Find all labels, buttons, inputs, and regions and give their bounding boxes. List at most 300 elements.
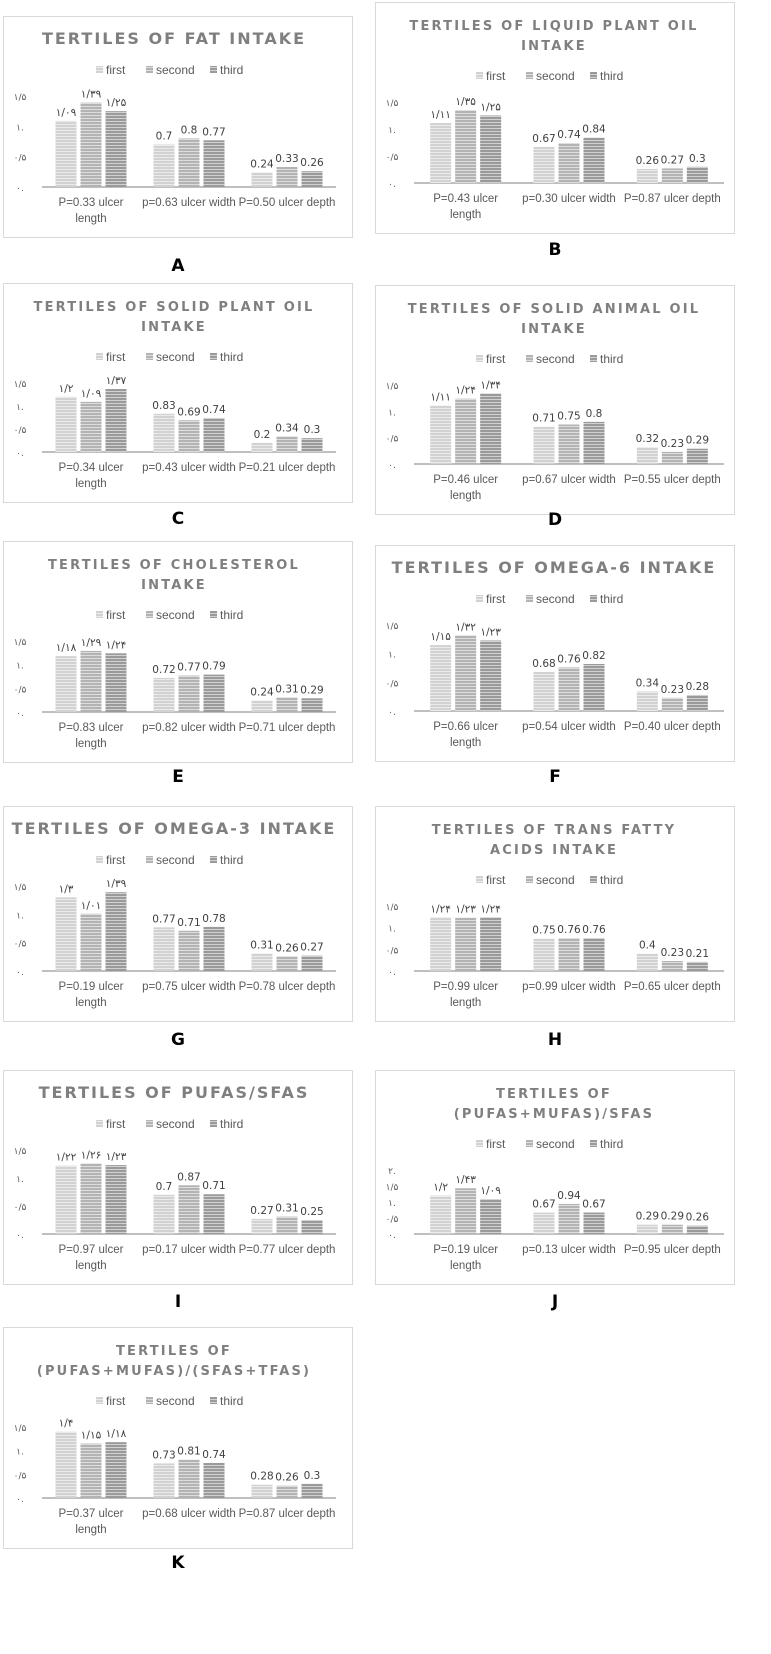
legend-swatch [96, 611, 103, 618]
y-tick-label: ۰. [16, 709, 24, 719]
y-tick-label: ۱. [16, 123, 24, 134]
bar [662, 168, 683, 183]
y-tick-label: ۰. [388, 180, 396, 190]
category-label: length [75, 1260, 107, 1272]
y-tick-label: ۰/۵ [13, 939, 27, 950]
bar [302, 1484, 323, 1498]
bar [277, 1217, 298, 1234]
bar [154, 1463, 175, 1498]
legend-label: first [106, 350, 126, 364]
category-label: P=0.19 ulcer [433, 1244, 499, 1256]
bar [277, 167, 298, 187]
bar [455, 918, 476, 971]
chart-title: INTAKE [521, 322, 587, 337]
category-label: length [449, 997, 482, 1009]
data-label: ۱/۱۱ [430, 391, 451, 404]
legend-label: second [156, 63, 195, 77]
legend-swatch [476, 1140, 483, 1147]
legend-swatch [210, 353, 217, 360]
legend-swatch [590, 355, 597, 362]
data-label: 0.24 [250, 158, 274, 171]
bar [584, 938, 605, 971]
y-tick-label: ۰/۵ [385, 1215, 399, 1225]
data-label: 0.8 [180, 124, 198, 137]
chart-title: TERTILES OF OMEGA-6 INTAKE [391, 558, 717, 577]
chart-card [375, 545, 735, 762]
chart-card [3, 541, 353, 763]
chart-title: TERTILES OF SOLID ANIMAL OIL [407, 302, 701, 317]
legend-label: first [486, 592, 506, 606]
bar [687, 167, 708, 183]
bar [154, 1195, 175, 1234]
bar [559, 667, 580, 711]
category-label: length [449, 1260, 482, 1272]
legend-label: second [536, 352, 575, 366]
data-label: 0.69 [177, 406, 201, 419]
y-tick-label: ۱. [16, 1175, 24, 1185]
data-label: 0.24 [250, 686, 274, 699]
bar-chart [376, 546, 732, 761]
data-label: ۱/۰۱ [80, 899, 102, 912]
category-label: p=0.67 ulcer width [522, 474, 616, 486]
bar [81, 651, 102, 712]
bar [179, 420, 200, 452]
legend-label: third [600, 1137, 624, 1151]
bar [56, 1166, 77, 1234]
legend-swatch [96, 1397, 103, 1404]
y-tick-label: ۰/۵ [385, 946, 399, 957]
chart-title: TERTILES OF [495, 1087, 613, 1102]
category-label: P=0.50 ulcer depth [238, 197, 336, 209]
bar-chart [376, 1071, 732, 1284]
data-label: ۱/۳۲ [455, 621, 476, 634]
bar [687, 1226, 708, 1234]
category-label: P=0.65 ulcer depth [623, 981, 721, 993]
data-label: 0.32 [635, 433, 660, 446]
y-tick-label: ۱/۵ [385, 382, 399, 392]
data-label: 0.76 [582, 924, 606, 937]
chart-title: TERTILES OF SOLID PLANT OIL [33, 300, 315, 315]
category-label: P=0.77 ulcer depth [238, 1244, 336, 1256]
data-label: 0.67 [532, 1198, 556, 1211]
category-label: P=0.40 ulcer depth [623, 721, 721, 733]
data-label: 0.26 [275, 942, 299, 955]
category-label: P=0.97 ulcer [58, 1244, 124, 1256]
bar [106, 111, 127, 187]
y-tick-label: ۰. [16, 1231, 24, 1241]
data-label: 0.71 [177, 916, 201, 929]
legend-label: second [156, 608, 195, 622]
data-label: 0.77 [177, 661, 201, 674]
category-label: length [449, 209, 482, 221]
bar [662, 452, 683, 464]
category-label: P=0.71 ulcer depth [238, 722, 336, 734]
data-label: ۱/۲۲ [55, 1151, 77, 1164]
bar [584, 422, 605, 464]
bar [662, 698, 683, 711]
bar [81, 1444, 102, 1498]
bar [81, 103, 102, 187]
bar [204, 675, 225, 712]
data-label: 0.74 [202, 1448, 226, 1461]
bar [154, 927, 175, 971]
bar-chart [4, 807, 344, 1021]
data-label: ۱/۰۹ [55, 106, 77, 119]
category-label: P=0.33 ulcer [58, 197, 124, 209]
legend-label: second [536, 69, 575, 83]
y-tick-label: ۰. [388, 708, 396, 718]
panel-letter: E [172, 767, 184, 787]
bar [81, 402, 102, 452]
legend-swatch [146, 353, 153, 360]
category-label: P=0.83 ulcer [58, 722, 124, 734]
data-label: 0.26 [275, 1471, 299, 1484]
y-tick-label: ۱. [16, 911, 24, 922]
chart-title: TERTILES OF OMEGA-3 INTAKE [11, 819, 337, 838]
data-label: 0.77 [152, 913, 176, 926]
legend-label: first [106, 63, 126, 77]
bar [154, 414, 175, 452]
y-tick-label: ۱/۵ [385, 622, 399, 632]
bar [637, 169, 658, 183]
panel-letter: J [551, 1292, 559, 1312]
data-label: 0.29 [635, 1210, 660, 1223]
legend-label: third [600, 592, 624, 606]
data-label: ۱/۲۵ [105, 97, 127, 110]
data-label: ۱/۳۹ [105, 878, 127, 891]
bar [455, 635, 476, 711]
bar [637, 692, 658, 711]
y-tick-label: ۱/۵ [13, 93, 27, 103]
panel-letter: G [171, 1030, 185, 1050]
legend-label: first [486, 1137, 506, 1151]
data-label: 0.2 [253, 428, 271, 441]
legend-swatch [590, 595, 597, 602]
legend-swatch [526, 595, 533, 602]
y-tick-label: ۱/۵ [13, 1147, 27, 1157]
bar [179, 931, 200, 971]
bar [302, 438, 323, 452]
legend-label: third [220, 853, 244, 867]
category-label: length [449, 737, 482, 749]
legend-label: third [220, 63, 244, 77]
data-label: ۱/۲۴ [455, 384, 476, 397]
category-label: P=0.37 ulcer [58, 1508, 124, 1520]
panel-letter: A [171, 256, 185, 276]
y-tick-label: ۲. [388, 1167, 396, 1177]
bar [106, 1442, 127, 1498]
y-tick-label: ۰. [16, 968, 24, 978]
legend-swatch [590, 1140, 597, 1147]
y-tick-label: ۰/۵ [13, 1471, 27, 1482]
legend-label: first [486, 352, 506, 366]
data-label: 0.94 [557, 1189, 581, 1202]
bar [302, 1220, 323, 1234]
bar-chart [4, 17, 344, 237]
legend-swatch [476, 876, 483, 883]
y-tick-label: ۰/۵ [385, 153, 399, 163]
y-tick-label: ۱. [16, 1447, 24, 1458]
data-label: ۱/۱۸ [55, 642, 77, 655]
category-label: P=0.19 ulcer [58, 981, 124, 993]
bar [56, 1432, 77, 1498]
y-tick-label: ۰. [388, 461, 396, 471]
data-label: ۱/۱۸ [105, 1428, 127, 1441]
data-label: 0.31 [275, 683, 299, 696]
legend-label: second [536, 592, 575, 606]
bar [252, 1485, 273, 1498]
y-tick-label: ۱. [388, 650, 396, 661]
chart-card [375, 1070, 735, 1285]
bar [584, 138, 605, 183]
data-label: 0.81 [177, 1445, 201, 1458]
legend-swatch [476, 355, 483, 362]
data-label: ۱/۲۹ [80, 636, 102, 649]
y-tick-label: ۱. [388, 924, 396, 935]
bar [430, 645, 451, 711]
legend-label: second [156, 853, 195, 867]
legend-swatch [590, 876, 597, 883]
bar [430, 917, 451, 971]
category-label: p=0.43 ulcer width [142, 462, 236, 474]
data-label: 0.33 [275, 152, 299, 165]
category-label: length [75, 1524, 107, 1536]
data-label: 0.72 [152, 663, 176, 676]
legend-label: third [600, 352, 624, 366]
data-label: ۱/۲۴ [430, 903, 451, 916]
data-label: ۱/۲۳ [480, 626, 501, 639]
y-tick-label: ۰/۵ [13, 1203, 27, 1213]
chart-title: ACIDS INTAKE [489, 843, 619, 858]
chart-card [3, 283, 353, 503]
data-label: ۱/۳۷ [105, 374, 127, 387]
bar [204, 927, 225, 971]
category-label: p=0.13 ulcer width [522, 1244, 616, 1256]
legend-label: third [220, 350, 244, 364]
data-label: 0.26 [300, 157, 324, 170]
data-label: 0.7 [155, 130, 173, 143]
bar-chart [376, 807, 732, 1021]
bar [302, 698, 323, 712]
data-label: 0.75 [557, 410, 581, 423]
legend-label: first [106, 1394, 126, 1408]
bar-chart [4, 1328, 344, 1548]
category-label: P=0.34 ulcer [58, 462, 124, 474]
legend-label: first [486, 69, 506, 83]
y-tick-label: ۱/۵ [385, 903, 399, 913]
bar [430, 406, 451, 464]
category-label: length [75, 478, 107, 490]
bar [534, 939, 555, 972]
category-label: length [75, 997, 107, 1009]
data-label: 0.76 [557, 653, 581, 666]
data-label: 0.74 [557, 129, 581, 142]
data-label: 0.27 [660, 154, 685, 167]
panel-letter: H [547, 1030, 563, 1050]
legend-label: third [220, 1117, 244, 1131]
y-tick-label: ۱. [16, 403, 24, 413]
y-tick-label: ۰/۵ [13, 153, 27, 164]
data-label: ۱/۰۹ [80, 387, 102, 400]
panel-letter: I [174, 1292, 182, 1312]
bar [480, 1199, 501, 1234]
bar [455, 110, 476, 183]
chart-title: INTAKE [521, 39, 587, 54]
chart-title: TERTILES OF LIQUID PLANT OIL [409, 19, 699, 34]
data-label: 0.25 [300, 1206, 324, 1218]
panel-letter: C [171, 509, 185, 529]
data-label: ۱/۳۴ [480, 379, 501, 392]
category-label: length [449, 490, 482, 502]
y-tick-label: ۱. [388, 1199, 396, 1209]
bar [106, 892, 127, 971]
y-tick-label: ۱/۵ [13, 1424, 27, 1434]
data-label: 0.75 [532, 924, 556, 937]
category-label: length [75, 738, 107, 750]
data-label: ۱/۴ [58, 1417, 74, 1430]
data-label: 0.78 [202, 912, 226, 925]
legend-swatch [526, 876, 533, 883]
y-tick-label: ۱/۵ [13, 638, 27, 648]
bar [154, 678, 175, 712]
legend-label: first [106, 853, 126, 867]
legend-swatch [526, 72, 533, 79]
bar [56, 897, 77, 971]
bar [687, 962, 708, 971]
data-label: 0.8 [585, 407, 603, 420]
bar [277, 956, 298, 971]
category-label: p=0.82 ulcer width [142, 722, 236, 734]
bar [534, 147, 555, 183]
category-label: p=0.68 ulcer width [142, 1508, 236, 1520]
category-label: length [75, 213, 107, 225]
bar [252, 1219, 273, 1234]
data-label: 0.67 [532, 132, 556, 145]
bar [430, 123, 451, 183]
data-label: ۱/۳۹ [80, 88, 102, 101]
data-label: 0.3 [303, 1469, 321, 1482]
bar [204, 140, 225, 187]
panel-letter: B [548, 240, 562, 260]
bar [480, 116, 501, 184]
data-label: 0.34 [635, 677, 660, 690]
bar [106, 1165, 127, 1234]
data-label: 0.67 [582, 1198, 606, 1211]
bar [204, 1463, 225, 1498]
bar [662, 1225, 683, 1234]
data-label: 0.27 [300, 941, 324, 954]
legend-label: first [486, 873, 506, 887]
y-tick-label: ۱/۵ [385, 99, 399, 109]
data-label: 0.29 [660, 1210, 685, 1223]
legend-swatch [146, 66, 153, 73]
data-label: 0.26 [635, 154, 660, 167]
legend-swatch [210, 611, 217, 618]
y-tick-label: ۰. [16, 1495, 24, 1505]
legend-swatch [526, 1140, 533, 1147]
bar [56, 397, 77, 452]
data-label: ۱/۲۵ [480, 101, 501, 114]
y-tick-label: ۰/۵ [385, 679, 399, 690]
chart-card [375, 2, 735, 234]
bar [252, 172, 273, 187]
chart-card [3, 1327, 353, 1549]
y-tick-label: ۱. [388, 408, 396, 419]
data-label: 0.74 [202, 403, 226, 416]
bar [179, 1185, 200, 1234]
category-label: p=0.63 ulcer width [142, 197, 236, 209]
bar [455, 399, 476, 464]
bar [179, 676, 200, 712]
bar [480, 917, 501, 971]
bar [56, 656, 77, 712]
data-label: 0.28 [685, 680, 710, 693]
data-label: 0.7 [155, 1180, 173, 1193]
category-label: p=0.30 ulcer width [522, 193, 616, 205]
data-label: 0.71 [532, 412, 556, 425]
data-label: 0.3 [688, 152, 706, 165]
data-label: 0.83 [152, 399, 176, 412]
category-label: P=0.99 ulcer [433, 981, 499, 993]
category-label: p=0.54 ulcer width [522, 721, 616, 733]
bar [534, 1213, 555, 1234]
legend-label: third [600, 873, 624, 887]
y-tick-label: ۱/۵ [13, 883, 27, 893]
bar [106, 389, 127, 452]
bar-chart [4, 542, 344, 762]
data-label: ۱/۲ [433, 1181, 449, 1194]
category-label: p=0.75 ulcer width [142, 981, 236, 993]
chart-title: TERTILES OF [115, 1344, 233, 1359]
chart-card [3, 1070, 353, 1285]
data-label: ۱/۲۳ [455, 903, 476, 916]
chart-card [375, 285, 735, 515]
data-label: 0.82 [582, 649, 606, 662]
category-label: p=0.99 ulcer width [522, 981, 616, 993]
category-label: P=0.95 ulcer depth [623, 1244, 721, 1256]
bar [534, 672, 555, 711]
bar [154, 145, 175, 187]
data-label: ۱/۴۳ [455, 1174, 476, 1187]
category-label: P=0.43 ulcer [433, 193, 499, 205]
y-tick-label: ۱. [16, 661, 24, 672]
bar [637, 447, 658, 464]
data-label: 0.34 [275, 422, 299, 435]
legend-label: second [536, 873, 575, 887]
bar [559, 143, 580, 183]
bar [277, 697, 298, 712]
data-label: ۱/۳ [58, 883, 74, 896]
bar [687, 449, 708, 464]
legend-label: first [106, 1117, 126, 1131]
data-label: ۱/۲۶ [80, 1149, 102, 1162]
data-label: 0.23 [660, 947, 685, 960]
legend-label: third [220, 1394, 244, 1408]
category-label: P=0.46 ulcer [433, 474, 499, 486]
y-tick-label: ۰. [16, 184, 24, 194]
y-tick-label: ۰. [388, 1231, 396, 1241]
y-tick-label: ۰. [388, 968, 396, 978]
data-label: ۱/۲ [58, 382, 74, 395]
legend-label: second [536, 1137, 575, 1151]
bar-chart [4, 284, 344, 502]
legend-label: second [156, 1394, 195, 1408]
data-label: ۱/۲۴ [480, 903, 501, 916]
data-label: ۱/۱۵ [80, 1429, 102, 1442]
legend-swatch [526, 355, 533, 362]
data-label: ۱/۲۳ [105, 1151, 127, 1164]
chart-title: TERTILES OF TRANS FATTY [431, 823, 677, 838]
